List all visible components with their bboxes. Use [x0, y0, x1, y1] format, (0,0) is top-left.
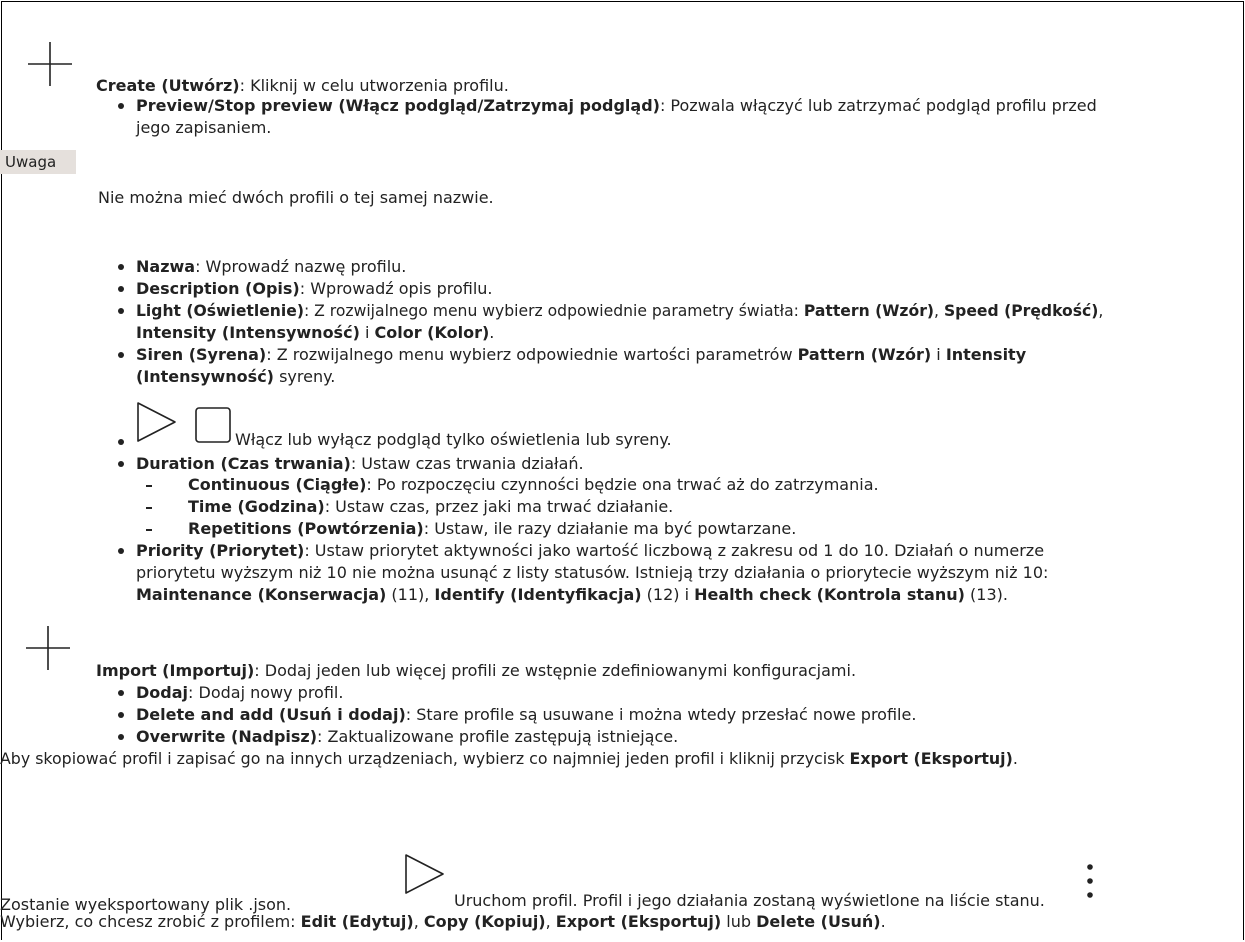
json-text: Zostanie wyeksportowany plik .json. [0, 895, 292, 914]
bullet [118, 352, 124, 358]
plus-icon[interactable] [26, 626, 70, 670]
field-description: Description (Opis): Wprowadź opis profilu. [136, 279, 493, 298]
note-text: Nie można mieć dwóch profili o tej samej nazwie. [98, 188, 494, 207]
field-siren: Siren (Syrena): Z rozwijalnego menu wybierz odpowiednie wartości parametrów Pattern (Wzór) i Intensity [136, 345, 1027, 364]
dash [146, 507, 152, 509]
field-duration: Duration (Czas trwania): Ustaw czas trwania działań. [136, 454, 584, 473]
import-overwrite: Overwrite (Nadpisz): Zaktualizowane profile zastępują istniejące. [136, 727, 679, 746]
bullet [118, 461, 124, 467]
bullet [118, 264, 124, 270]
bullet [118, 712, 124, 718]
bullet [118, 439, 124, 445]
menu-line: Wybierz, co chcesz zrobić z profilem: Edit (Edytuj), Copy (Kopiuj), Export (Eksportuj) lub Delete (Usuń). [0, 912, 886, 931]
bullet [118, 286, 124, 292]
preview-title: Preview/Stop preview (Włącz podgląd/Zatrzymaj podgląd) [136, 96, 660, 115]
preview-icons-text: Włącz lub wyłącz podgląd tylko oświetlenia lub syreny. [235, 430, 672, 449]
dash [146, 529, 152, 531]
preview-line-2: jego zapisaniem. [136, 118, 272, 137]
import-add: Dodaj: Dodaj nowy profil. [136, 683, 344, 702]
more-options-icon[interactable] [1085, 862, 1095, 900]
field-name: Nazwa: Wprowadź nazwę profilu. [136, 257, 407, 276]
import-delete-add: Delete and add (Usuń i dodaj): Stare profile są usuwane i można wtedy przesłać nowe profile. [136, 705, 917, 724]
play-icon[interactable] [135, 400, 179, 444]
field-light: Light (Oświetlenie): Z rozwijalnego menu wybierz odpowiednie parametry światła: Pattern (Wzór), Speed (Prędkość), [136, 302, 1104, 320]
bullet [118, 690, 124, 696]
note-label: Uwaga [0, 150, 76, 174]
play-icon[interactable] [403, 852, 447, 896]
bullet [118, 103, 124, 109]
bullet [118, 308, 124, 314]
duration-continuous: Continuous (Ciągłe): Po rozpoczęciu czynności będzie ona trwać aż do zatrzymania. [188, 475, 879, 494]
duration-repetitions: Repetitions (Powtórzenia): Ustaw, ile razy działanie ma być powtarzane. [188, 519, 797, 538]
bullet [118, 734, 124, 740]
field-priority-1: Priority (Priorytet): Ustaw priorytet aktywności jako wartość liczbową z zakresu od 1 do 10. Działań o numerze [136, 541, 1045, 560]
duration-time: Time (Godzina): Ustaw czas, przez jaki ma trwać działanie. [188, 497, 674, 516]
stop-icon[interactable] [194, 406, 232, 444]
import-line: Import (Importuj): Dodaj jeden lub więcej profili ze wstępnie zdefiniowanymi konfiguracjami. [96, 661, 857, 680]
plus-icon[interactable] [28, 42, 72, 86]
field-priority-2: priorytetu wyższym niż 10 nie można usunąć z listy statusów. Istnieją trzy działania o priorytecie wyższym niż 10: [136, 563, 1049, 582]
field-priority-3: Maintenance (Konserwacja) (11), Identify (Identyfikacja) (12) i Health check (Kontrola stanu) (13). [136, 585, 1008, 604]
export-button-label: Export (Eksportuj) [849, 749, 1013, 768]
run-text: Uruchom profil. Profil i jego działania zostaną wyświetlone na liście stanu. [454, 891, 1045, 910]
export-line: Aby skopiować profil i zapisać go na innych urządzeniach, wybierz co najmniej jeden profil i kliknij przycisk Export (Eksportuj). [0, 749, 1018, 768]
create-title: Create (Utwórz) [96, 76, 240, 95]
bullet [118, 548, 124, 554]
field-light-2: Intensity (Intensywność) i Color (Kolor). [136, 323, 495, 342]
dash [146, 485, 152, 487]
preview-line-1: Preview/Stop preview (Włącz podgląd/Zatrzymaj podgląd): Pozwala włączyć lub zatrzymać podgląd profilu przed [136, 96, 1097, 115]
create-line: Create (Utwórz): Kliknij w celu utworzenia profilu. [96, 76, 509, 95]
field-siren-2: (Intensywność) syreny. [136, 367, 336, 386]
